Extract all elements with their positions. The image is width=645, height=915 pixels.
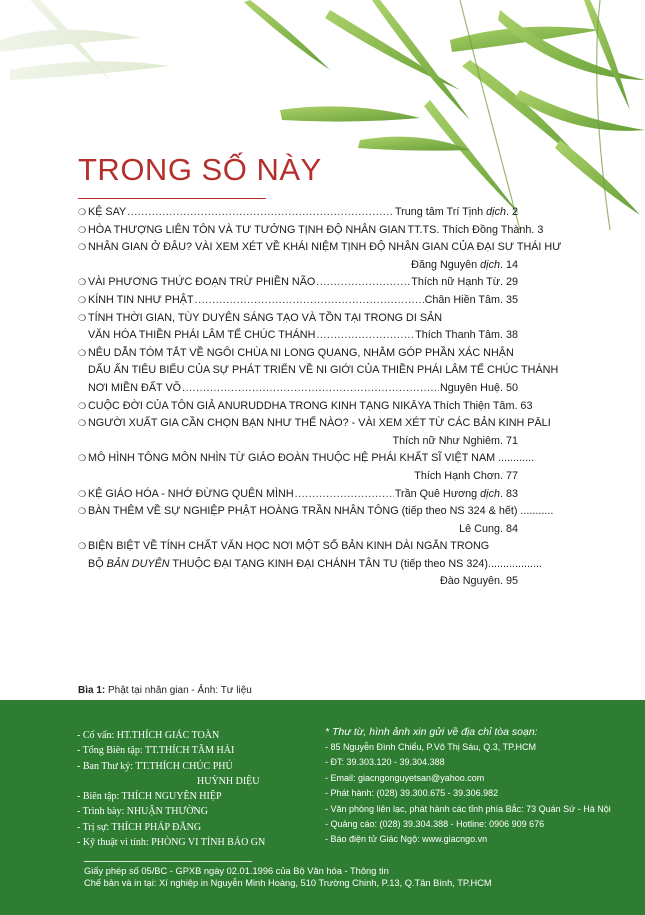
ring-bullet-icon: ❍ <box>78 224 87 235</box>
ring-bullet-icon: ❍ <box>78 506 87 517</box>
ring-bullet-icon: ❍ <box>78 488 87 499</box>
ring-bullet-icon: ❍ <box>78 400 87 411</box>
contact-line[interactable]: - Email: giacngonguyetsan@yahoo.com <box>325 772 485 783</box>
contact-line: - Văn phòng liên lạc, phát hành các tỉnh phía Bắc: 73 Quán Sứ - Hà Nội <box>325 803 611 814</box>
contact-info <box>325 725 611 848</box>
cover-caption: Bìa 1: Phật tại nhân gian - Ảnh: Tư liệu <box>78 685 252 696</box>
bamboo-leaves-icon <box>0 0 645 230</box>
ring-bullet-icon: ❍ <box>78 541 87 552</box>
license-info: Giấy phép số 05/BC - GPXB ngày 02.01.1996 của Bộ Văn hóa - Thông tin Chế bản và in tại: Xí nghiệp in Nguyễn Minh Hoàng, 510 Trường Chinh, P.13, Q.Tân Bình, TP.HCM <box>84 866 492 888</box>
contact-line: - 85 Nguyễn Đình Chiểu, P.Võ Thị Sáu, Q.3, TP.HCM <box>325 742 536 752</box>
staff-line: HUỲNH DIỆU <box>197 775 260 787</box>
ring-bullet-icon: ❍ <box>78 242 87 253</box>
staff-line: - Trình bày: NHUẬN THƯỜNG <box>77 806 208 818</box>
staff-line: - Kỹ thuật vi tính: PHÒNG VI TÍNH BÁO GN <box>77 837 266 849</box>
toc-entry[interactable]: ❍ TÍNH THỜI GIAN, TÙY DUYÊN SÁNG TẠO VÀ TỒN TẠI TRONG DI SẢN VĂN HÓA THIỀN PHÁI LÂM TẾ CHÚC THÁNH ..... Thích Thanh Tâm. 38 <box>78 310 518 345</box>
ring-bullet-icon: ❍ <box>78 453 87 464</box>
staff-line: - Cố vấn: HT.THÍCH GIÁC TOÀN <box>77 730 220 741</box>
title-underline <box>78 198 266 199</box>
footer-divider <box>84 861 252 862</box>
ring-bullet-icon: ❍ <box>78 418 87 429</box>
toc-entry[interactable]: ❍ HÒA THƯỢNG LIÊN TÔN VÀ TƯ TƯỞNG TỊNH ĐỘ NHÂN GIAN TT.TS. Thích Đồng Thành. 3 <box>78 222 518 240</box>
ring-bullet-icon: ❍ <box>78 277 87 288</box>
ring-bullet-icon: ❍ <box>78 347 87 358</box>
toc-entry[interactable]: ❍ NHÂN GIAN Ở ĐÂU? VÀI XEM XÉT VỀ KHÁI NIỆM TỊNH ĐỘ NHÂN GIAN CỦA ĐẠI SƯ THÁI HƯ Đăng Nguyên dịch. 14 <box>78 241 562 271</box>
contact-heading: * Thư từ, hình ảnh xin gửi về địa chỉ tòa soạn: <box>325 726 538 738</box>
staff-line: - Ban Thư ký: TT.THÍCH CHÚC PHÚ <box>77 760 233 772</box>
toc-entry[interactable]: ❍ NÊU DẪN TÓM TẮT VỀ NGÔI CHÙA NI LONG QUANG, NHẰM GÓP PHẦN XÁC NHẬN DẤU ẤN TIÊU BIỂU CỦA SỰ PHÁT TRIỂN VỀ NI GIỚI CỦA THIỀN PHÁI LÂM TẾ CHÚC THÁNH NƠI MIỀN ĐẤT VÕ ..... Nguyên Huệ. 50 <box>78 345 518 398</box>
staff-line: - Tổng Biên tập: TT.THÍCH TÂM HẢI <box>77 745 235 757</box>
ring-bullet-icon: ❍ <box>78 312 87 323</box>
staff-list <box>77 728 265 850</box>
contact-line[interactable]: - Báo điện tử Giác Ngộ: www.giacngo.vn <box>325 834 488 845</box>
toc-entry[interactable]: ❍ KỆ GIÁO HÓA - NHỚ ĐỪNG QUÊN MÌNH ..... Trần Quê Hương dịch. 83 <box>78 486 518 504</box>
ring-bullet-icon: ❍ <box>78 207 87 217</box>
footer-panel <box>0 700 645 915</box>
toc-entry[interactable]: ❍ KỆ SAY ..... Trung tâm Trí Tịnh dịch. 2 <box>78 204 518 222</box>
toc-entry[interactable]: ❍ NGƯỜI XUẤT GIA CẦN CHỌN BẠN NHƯ THẾ NÀO? - VÀI XEM XÉT TỪ CÁC BẢN KINH PĀLI Thích nữ Như Nghiêm. 71 <box>78 417 551 447</box>
staff-line: - Trị sự: THÍCH PHÁP ĐĂNG <box>77 821 202 833</box>
contact-line: - Quảng cáo: (028) 39.304.388 - Hotline: 0906 909 676 <box>325 819 545 830</box>
toc-entry[interactable]: ❍ MÔ HÌNH TÔNG MÔN NHÌN TỪ GIÁO ĐOÀN THUỘC HỆ PHÁI KHẤT SĨ VIỆT NAM ............ Thích Hạnh Chơn. 77 <box>78 452 535 482</box>
table-of-contents <box>78 204 562 591</box>
toc-entry[interactable]: ❍ BIỆN BIỆT VỀ TÍNH CHẤT VĂN HỌC NƠI MỘT SỐ BẢN KINH DÀI NGẮN TRONG BỘ BẢN DUYÊN THUỘC ĐẠI TẠNG KINH ĐẠI CHÁNH TÂN TU (tiếp theo NS 324).................. Đào Nguyên. 95 <box>78 540 542 588</box>
toc-entry[interactable]: ❍ BÀN THÊM VỀ SỰ NGHIỆP PHẬT HOÀNG TRẦN NHÂN TÔNG (tiếp theo NS 324 & hết) ........... Lê Cung. 84 <box>78 505 554 535</box>
staff-line: - Biên tập: THÍCH NGUYÊN HIỆP <box>77 791 222 803</box>
contact-line: - ĐT: 39.303.120 - 39.304.388 <box>325 757 445 768</box>
ring-bullet-icon: ❍ <box>78 294 87 305</box>
page-title: TRONG SỐ NÀY <box>78 152 322 187</box>
toc-entry[interactable]: ❍ CUỘC ĐỜI CỦA TÔN GIẢ ANURUDDHA TRONG KINH TẠNG NIKĀYA Thích Thiện Tâm. 63 <box>78 398 518 416</box>
toc-entry[interactable]: ❍ KÍNH TIN NHƯ PHẬT ..... Chân Hiền Tâm. 35 <box>78 292 518 310</box>
contact-line: - Phát hành: (028) 39.300.675 - 39.306.982 <box>325 788 499 799</box>
toc-entry[interactable]: ❍ VÀI PHƯƠNG THỨC ĐOẠN TRỪ PHIỀN NÃO ..... Thích nữ Hạnh Từ. 29 <box>78 274 518 292</box>
